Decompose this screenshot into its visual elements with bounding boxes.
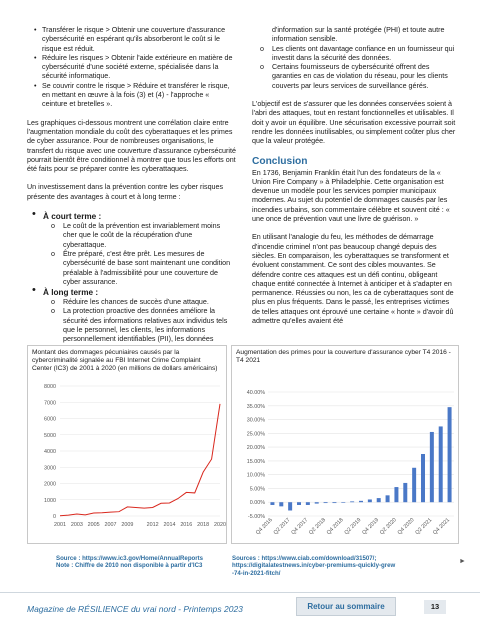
- x-tick-label: 2009: [121, 522, 134, 528]
- bar: [403, 483, 407, 502]
- x-tick-label: 2014: [163, 522, 176, 528]
- y-tick-label: 5.00%: [249, 486, 265, 493]
- x-tick-label: 2020: [214, 522, 226, 528]
- premium-increase-chart: [231, 345, 459, 544]
- bar: [368, 499, 372, 502]
- y-tick-label: 6000: [44, 416, 56, 423]
- list-item: • Transférer le risque > Obtenir une couverture d'assurance cybersécurité en espérant qu'ils absorberont le coût si le risque est réduit.: [42, 26, 236, 54]
- x-tick-label: 2001: [54, 522, 66, 528]
- list-item-short-term: [43, 211, 236, 287]
- list-item: • Réduire les risques > Obtenir l'aide extérieure en matière de cybersécurité d'une société externe, spécialisée dans la sécurité informatique.: [42, 54, 236, 82]
- bar: [421, 454, 425, 502]
- x-tick-label: Q2 2018: [308, 517, 327, 537]
- y-tick-label: 40.00%: [246, 390, 265, 396]
- paragraph: En utilisant l'analogie du feu, les méthodes de démarrage d'incendie criminel n'ont pas beaucoup changé depuis des siècles. En comparaison, les cyberattaques se transforment et évoluent constamment. Ce sont des cibles mouvantes. Se défendre contre ces attaques est un défi continu, obligeant chaque entité connectée à Internet à anticiper et à s'adapter en permanence. Réussies ou non, les ca de cyberattaques sont de plus en plus fréquents. Dans le passé, les entreprises victimes de telles attaques ont éprouvé une certaine « honte » d'avoir dû admettre qu'elles avaient été: [252, 233, 454, 326]
- chart-title: Augmentation des primes pour la couverture d'assurance cyber T4 2016 - T4 2021: [236, 349, 451, 365]
- long-term-heading: • À long terme :: [43, 288, 99, 298]
- x-tick-label: 2003: [70, 522, 83, 528]
- x-tick-label: 2018: [197, 522, 210, 528]
- x-tick-label: Q4 2016: [254, 517, 274, 537]
- chart-title: Montant des dommages pécuniaires causés par la cybercriminalité signalée au FBI Internet Crime Complaint Center (IC3) de 2001 à 2020 (en millions de dollars américains): [32, 349, 218, 373]
- x-tick-label: Q4 2021: [432, 517, 451, 537]
- back-to-contents-button[interactable]: Retour au sommaire: [296, 597, 396, 616]
- bar-chart-svg: [232, 346, 458, 543]
- x-tick-label: Q4 2019: [361, 517, 381, 537]
- y-tick-label: 0: [53, 514, 56, 520]
- list-item: o Être préparé, c'est être prêt. Les mesures de cybersécurité de base sont maintenant une condition préalable à l'admissibilité pour une couverture de cyber assurance.: [63, 250, 236, 287]
- short-term-sublist: [43, 222, 236, 287]
- bar: [412, 468, 416, 502]
- bar: [279, 502, 283, 506]
- source-left: [56, 555, 236, 570]
- right-column: [252, 26, 458, 335]
- paragraph: Un investissement dans la prévention contre les cyber risques présente des avantages à court et à long terme :: [27, 183, 224, 201]
- bar: [324, 502, 328, 503]
- bar: [448, 407, 452, 502]
- y-tick-label: 4000: [44, 449, 56, 455]
- source-link[interactable]: Source : https://www.ic3.gov/Home/AnnualReports: [56, 555, 204, 562]
- cybercrime-losses-chart: [27, 345, 227, 544]
- y-tick-label: 15.00%: [246, 458, 265, 465]
- y-tick-label: 20.00%: [246, 445, 265, 452]
- y-tick-label: 8000: [44, 384, 56, 390]
- paragraph: En 1736, Benjamin Franklin était l'un des fondateurs de la « Union Fire Company » à Philadelphie. Cette organisation est devenue un modèle pour les services pompier municipaux modernes. Au sujet du potentiel de dommages causés par les incendies urbains, son commentaire célèbre et souvent cité : « une once de prévention vaut une livre de guérison. »: [252, 168, 450, 224]
- x-tick-label: Q2 2021: [414, 517, 434, 537]
- x-tick-label: Q2 2020: [378, 517, 398, 537]
- list-item: o Les clients ont davantage confiance en un fournisseur qui investit dans la sécurité des données.: [272, 45, 458, 64]
- bar: [341, 502, 345, 503]
- source-note: Note : Chiffre de 2010 non disponible à partir d'IC3: [56, 562, 203, 570]
- data-series-line: [60, 404, 220, 516]
- y-tick-label: 10.00%: [246, 472, 265, 479]
- magazine-title: Magazine de RÉSILIENCE du vrai nord - Printemps 2023: [27, 604, 243, 614]
- left-column: [27, 26, 236, 345]
- list-item: o Certains fournisseurs de cybersécurité offrent des garanties en cas de violation du réseau, pour les clients couverts par leurs services de surveillance gérés.: [272, 63, 458, 91]
- x-tick-label: 2007: [104, 522, 117, 528]
- bar: [439, 426, 443, 502]
- x-tick-label: 2012: [146, 522, 159, 528]
- list-item-continued: d'information sur la santé protégée (PHI) et toute autre information sensible.: [272, 26, 445, 44]
- source-link[interactable]: -74-in-2021-fitch/: [232, 569, 281, 577]
- conclusion-heading: Conclusion: [252, 155, 308, 167]
- y-tick-label: 1000: [44, 497, 56, 504]
- short-term-heading: • À court terme :: [43, 212, 102, 222]
- continued-list: [252, 26, 458, 91]
- bar: [430, 432, 434, 502]
- x-tick-label: 2005: [87, 522, 100, 528]
- bar: [350, 501, 354, 502]
- bar: [332, 502, 336, 503]
- benefits-list: [27, 211, 236, 345]
- bar: [297, 502, 301, 505]
- y-tick-label: 2000: [44, 481, 56, 488]
- source-link[interactable]: https://digitalatestnews.in/cyber-premiums-quickly-grew: [232, 562, 396, 570]
- bar: [386, 495, 390, 502]
- x-tick-label: Q4 2018: [325, 517, 345, 537]
- x-tick-label: Q2 2017: [272, 517, 292, 537]
- y-tick-label: 7000: [44, 400, 56, 407]
- bar: [394, 487, 398, 502]
- source-link[interactable]: Sources : https://www.ciab.com/download/31507/;: [232, 555, 377, 562]
- y-tick-label: 0.00%: [249, 500, 265, 507]
- y-tick-label: -5.00%: [247, 514, 265, 520]
- next-page-arrow-icon[interactable]: ►: [459, 558, 466, 565]
- y-tick-label: 5000: [44, 432, 56, 439]
- line-chart-svg: [28, 346, 226, 543]
- list-item: o Le coût de la prévention est invariablement moins cher que le coût de la récupération d'une cyberattaque.: [63, 222, 236, 250]
- paragraph: L'objectif est de s'assurer que les données conservées soient à l'abri des attaques, tout en restant fonctionnelles et utilisables. Il doit y avoir un équilibre. Une sécurisation excessive pourrait soit rendre les données inutilisables, ou simplement coûter plus cher que la valeur protégée.: [252, 100, 456, 146]
- x-tick-label: Q4 2017: [290, 517, 310, 537]
- list-item: o Réduire les chances de succès d'une attaque.: [63, 298, 236, 307]
- list-item-long-term: [43, 287, 236, 344]
- bar: [315, 502, 319, 503]
- x-tick-label: 2016: [180, 522, 193, 528]
- y-tick-label: 25.00%: [246, 431, 265, 438]
- bar: [359, 501, 363, 502]
- bar: [377, 498, 381, 502]
- bar: [270, 502, 274, 505]
- page-number: 13: [424, 600, 446, 614]
- x-tick-label: Q2 2019: [343, 517, 363, 537]
- paragraph: Les graphiques ci-dessous montrent une corrélation claire entre l'augmentation mondiale du coût des cyberattaques et les primes de cyber assurance. Pour de nombreuses organisations, le transfert du risque avec une couverture d'assurance cybersécurité pourrait bientôt être conditionnel à montrer que tous les efforts ont été faits pour se préparer contre les cyberattaques.: [27, 118, 236, 174]
- y-tick-label: 35.00%: [246, 403, 265, 410]
- footer-divider: [0, 592, 480, 593]
- bar: [306, 502, 310, 505]
- y-tick-label: 3000: [44, 465, 56, 472]
- long-term-sublist: [43, 298, 236, 344]
- bar: [288, 502, 292, 510]
- source-right: [232, 555, 452, 577]
- risk-strategy-list: [27, 26, 236, 110]
- list-item: o La protection proactive des données améliore la sécurité des informations relatives aux individus tels que le personnel, les clients, les informations personnellement identifiables (PII), les données: [63, 307, 236, 344]
- list-item: • Se couvrir contre le risque > Réduire et transférer le risque, en mettant en œuvre à la fois (3) et (4) - l'approche « ceinture et bretelles ».: [42, 82, 236, 110]
- y-tick-label: 30.00%: [246, 417, 265, 424]
- x-tick-label: Q4 2020: [396, 517, 416, 537]
